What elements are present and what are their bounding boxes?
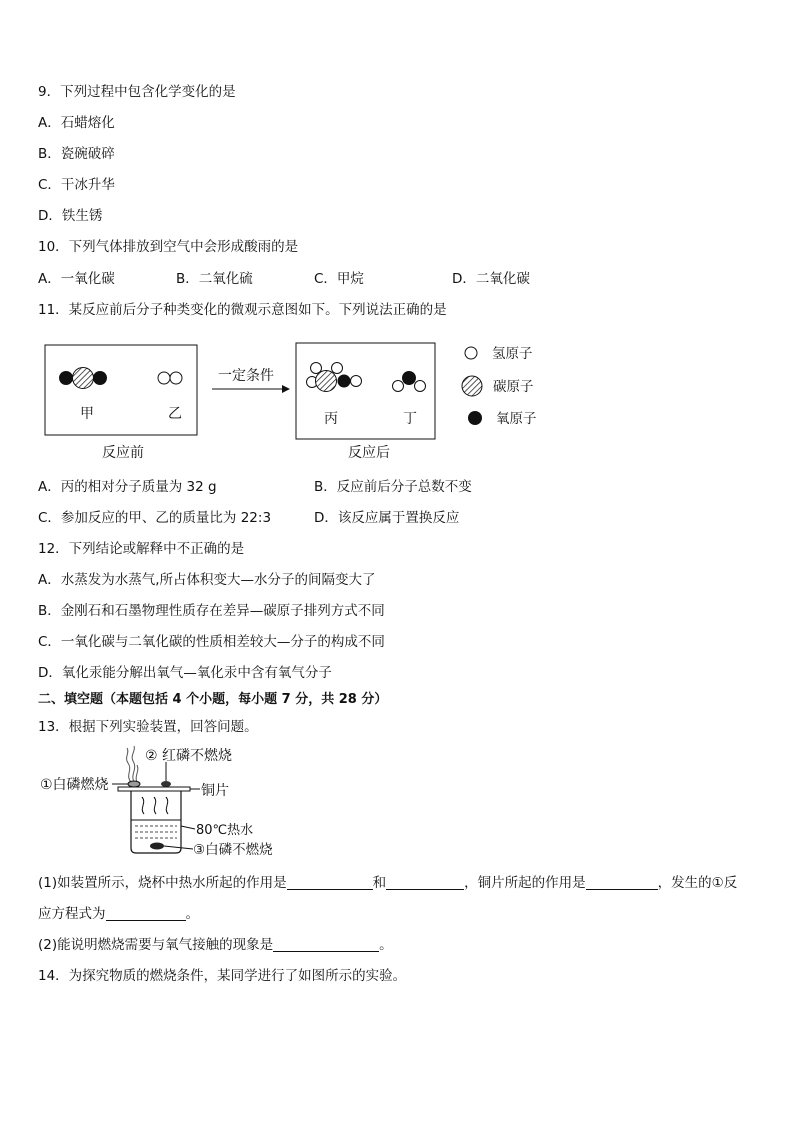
- q10-option-d: D．二氧化碳: [452, 271, 530, 287]
- legend-hydrogen-label: 氢原子: [492, 346, 533, 362]
- q11-option-b: B．反应前后分子总数不变: [314, 479, 472, 495]
- legend-hydrogen-icon: [465, 347, 477, 359]
- q13-p2-text-b: 。: [379, 937, 393, 953]
- q13-part1-line2: [38, 905, 199, 923]
- answer-blank-copper-role[interactable]: [586, 875, 658, 890]
- q13-p1-text-f: 。: [185, 906, 199, 922]
- white-phosphorus-bottom: [150, 843, 164, 850]
- reaction-arrow: [212, 385, 290, 393]
- q11-stem: 11．某反应前后分子种类变化的微观示意图如下。下列说法正确的是: [38, 302, 447, 318]
- label-copper-plate: 铜片: [201, 783, 229, 799]
- legend-carbon-label: 碳原子: [493, 379, 534, 395]
- ding-molecule: [393, 371, 426, 392]
- bing-molecule: [307, 363, 362, 392]
- q13-stem: 13．根据下列实验装置，回答问题。: [38, 719, 258, 735]
- q13-p1-text-d: ，发生的①反: [657, 875, 738, 891]
- caption-after: 反应后: [348, 445, 390, 461]
- q13-p1-text-c: ，铜片所起的作用是: [464, 875, 586, 891]
- q13-p1-text-a: (1)如装置所示，烧杯中热水所起的作用是: [38, 875, 287, 891]
- q11-option-a: A．丙的相对分子质量为 32 g: [38, 479, 217, 495]
- q12-option-a: A．水蒸发为水蒸气,所占体积变大—水分子的间隔变大了: [38, 572, 376, 588]
- legend-carbon-icon: [462, 376, 482, 396]
- q9-option-c: C．干冰升华: [38, 177, 115, 193]
- answer-blank-water-role-2[interactable]: [386, 875, 464, 890]
- section-heading: 二、填空题（本题包括 4 个小题，每小题 7 分，共 28 分）: [38, 692, 388, 707]
- q9-option-b: B．瓷碗破碎: [38, 146, 115, 162]
- answer-blank-oxygen-phenomenon[interactable]: [273, 937, 379, 952]
- label-bing: 丙: [324, 411, 338, 427]
- white-phosphorus-top: [128, 781, 140, 787]
- q10-option-b: B．二氧化硫: [176, 271, 253, 287]
- q12-stem: 12．下列结论或解释中不正确的是: [38, 541, 245, 557]
- label-red-phosphorus: ② 红磷不燃烧: [145, 748, 233, 764]
- reaction-diagram: [0, 330, 794, 470]
- label-white-phosphorus-burns: ①白磷燃烧: [40, 777, 109, 793]
- label-hot-water: 80℃热水: [196, 823, 254, 838]
- legend-oxygen-label: 氧原子: [496, 411, 537, 427]
- q13-p1-text-e: 应方程式为: [38, 906, 106, 922]
- q12-option-c: C．一氧化碳与二氧化碳的性质相差较大—分子的构成不同: [38, 634, 385, 650]
- smoke-icon: [127, 746, 138, 782]
- q11-option-c: C．参加反应的甲、乙的质量比为 22:3: [38, 510, 272, 526]
- yi-molecule: [158, 372, 182, 384]
- combustion-apparatus: [0, 742, 794, 864]
- caption-before: 反应前: [102, 445, 144, 461]
- q13-p2-text-a: (2)能说明燃烧需要与氧气接触的现象是: [38, 937, 274, 953]
- q12-option-b: B．金刚石和石墨物理性质存在差异—碳原子排列方式不同: [38, 603, 385, 619]
- red-phosphorus: [161, 781, 171, 787]
- jia-molecule: [59, 368, 107, 389]
- reaction-condition: 一定条件: [218, 368, 274, 384]
- q9-stem: 9．下列过程中包含化学变化的是: [38, 84, 236, 100]
- q9-option-a: A．石蜡熔化: [38, 115, 115, 131]
- copper-plate: [118, 787, 190, 791]
- q13-part2: [38, 936, 393, 954]
- q13-p1-text-b: 和: [372, 875, 387, 891]
- water-dashes: [135, 826, 177, 838]
- q10-option-a: A．一氧化碳: [38, 271, 115, 287]
- q10-option-c: C．甲烷: [314, 271, 364, 287]
- q11-option-d: D．该反应属于置换反应: [314, 510, 460, 526]
- answer-blank-water-role-1[interactable]: [287, 875, 373, 890]
- label-yi: 乙: [168, 406, 182, 422]
- q9-option-d: D．铁生锈: [38, 208, 103, 224]
- q14-stem: 14．为探究物质的燃烧条件，某同学进行了如图所示的实验。: [38, 968, 407, 984]
- q12-option-d: D．氧化汞能分解出氧气—氧化汞中含有氧气分子: [38, 665, 332, 681]
- steam-icon: [142, 797, 168, 814]
- q10-stem: 10．下列气体排放到空气中会形成酸雨的是: [38, 239, 299, 255]
- label-ding: 丁: [403, 411, 417, 427]
- q13-part1-line1: [38, 874, 737, 892]
- label-jia: 甲: [80, 406, 94, 422]
- legend-oxygen-icon: [468, 411, 482, 425]
- label-white-phosphorus-water: ③白磷不燃烧: [193, 842, 273, 858]
- answer-blank-equation[interactable]: [106, 906, 186, 921]
